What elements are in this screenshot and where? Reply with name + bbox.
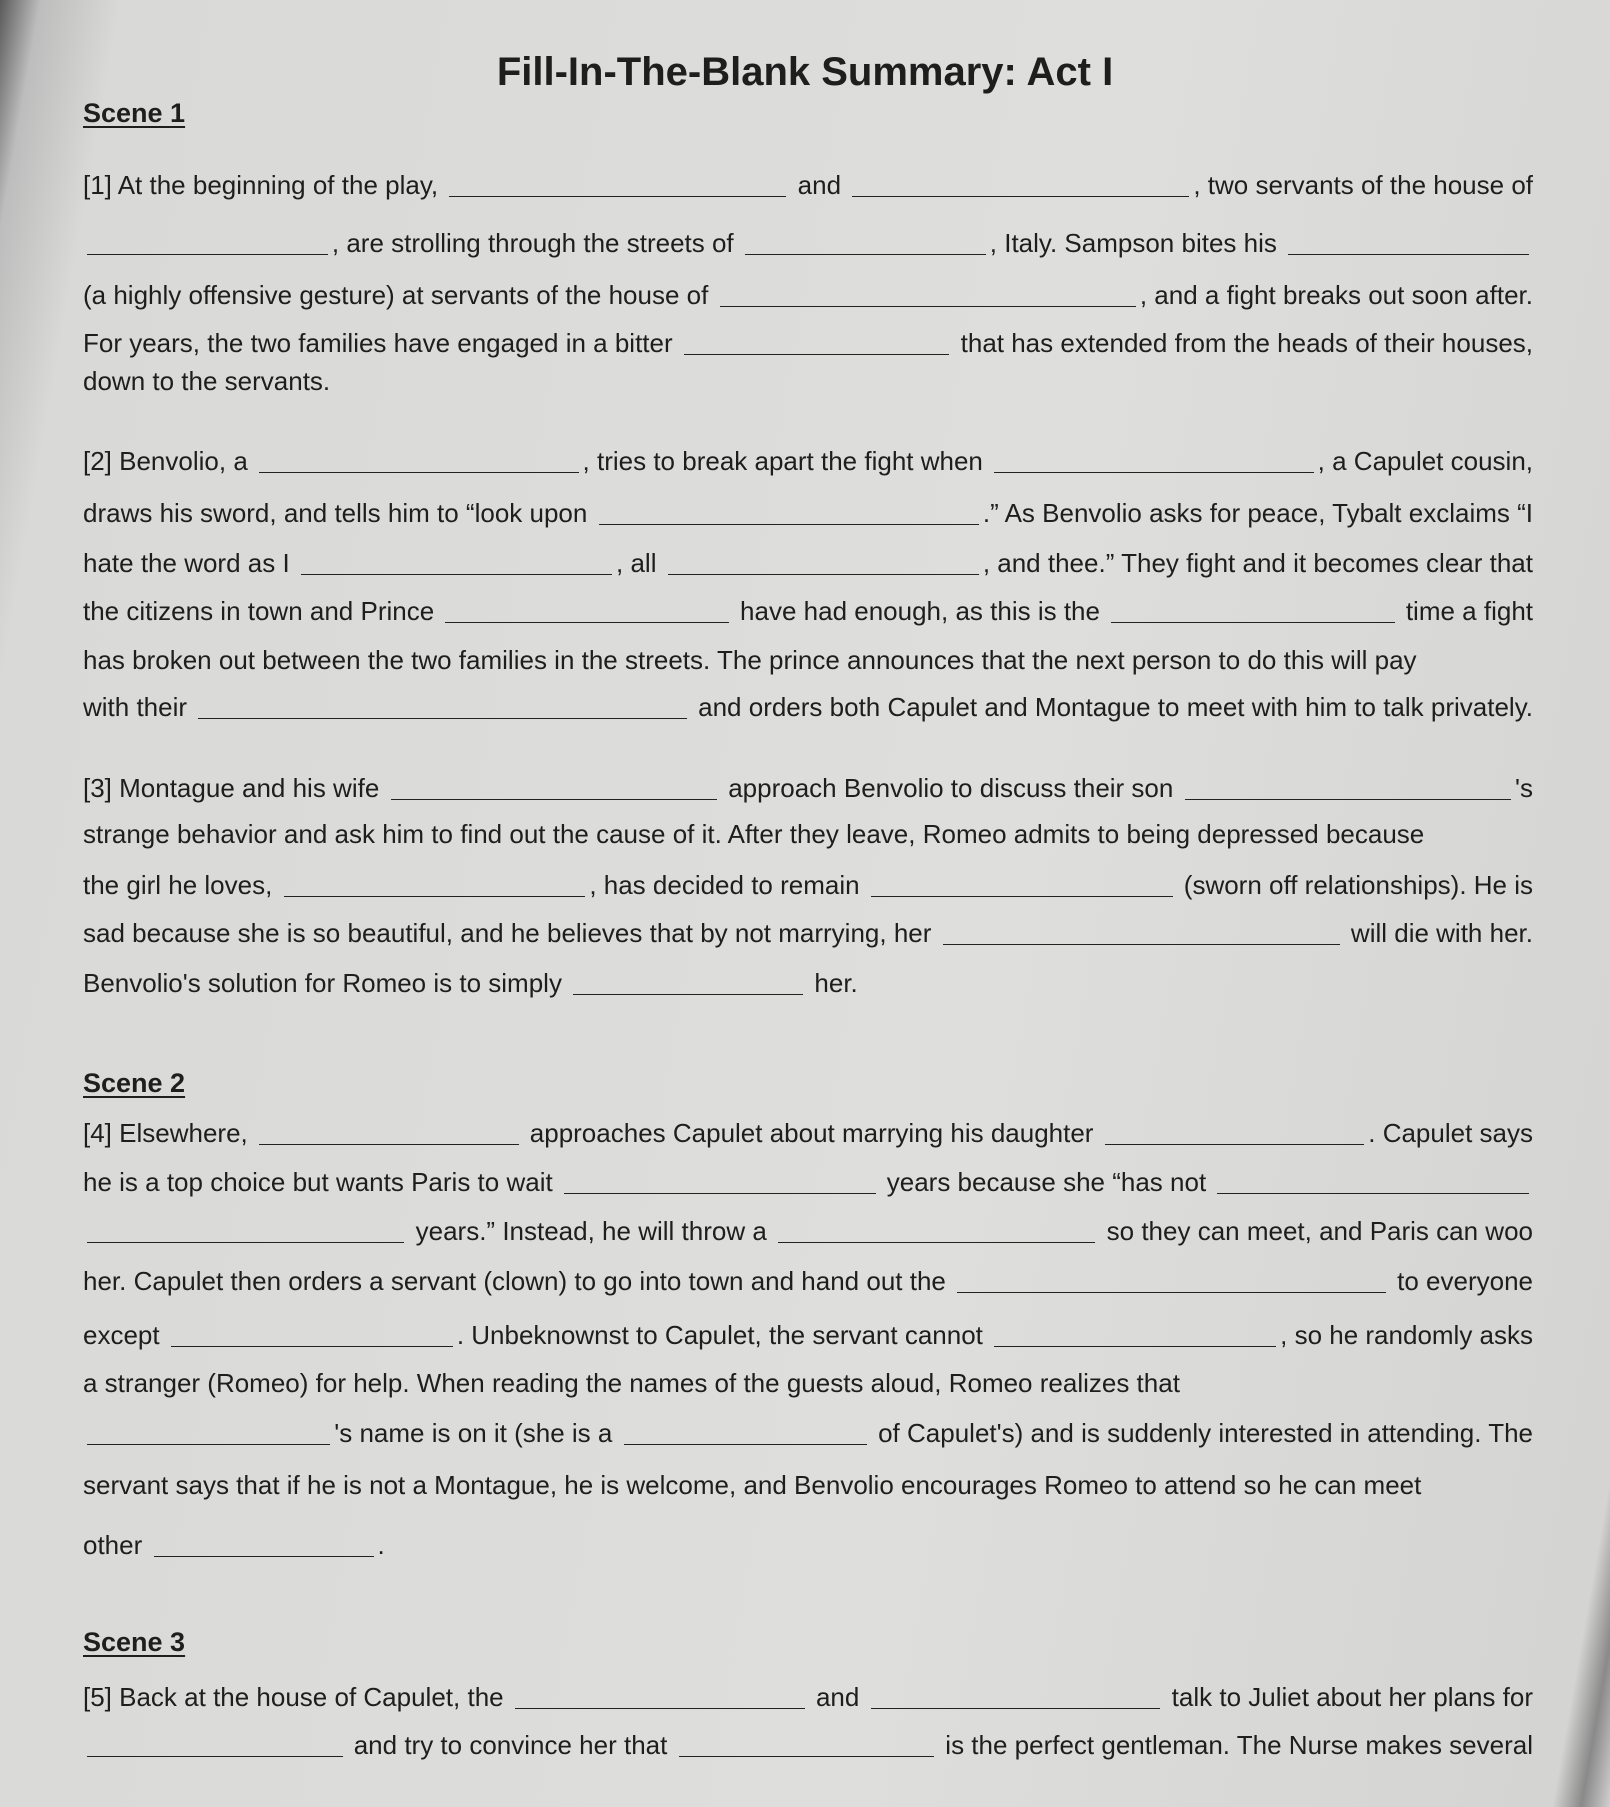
summary-line — [83, 1682, 1533, 1713]
text-segment: her. — [807, 968, 858, 998]
answer-blank[interactable] — [87, 253, 328, 255]
answer-blank[interactable] — [564, 1192, 876, 1194]
text-segment: [2] Benvolio, a — [83, 446, 255, 476]
text-segment: servant says that if he is not a Montague, he is welcome, and Benvolio encourages Romeo to attend so he can meet — [83, 1470, 1422, 1500]
text-segment: with their — [83, 692, 195, 722]
text-segment: . Capulet says — [1368, 1118, 1533, 1148]
text-segment: her. Capulet then orders a servant (clown) to go into town and hand out the — [83, 1266, 954, 1296]
text-segment: , are strolling through the streets of — [331, 228, 741, 258]
answer-blank[interactable] — [994, 471, 1314, 473]
text-segment: and orders both Capulet and Montague to meet with him to talk privately. — [690, 692, 1533, 722]
answer-blank[interactable] — [599, 523, 979, 525]
answer-blank[interactable] — [87, 1443, 330, 1445]
text-segment: , has decided to remain — [589, 870, 867, 900]
summary-line — [83, 1368, 1533, 1399]
text-segment: that has extended from the heads of their houses, — [953, 328, 1533, 358]
summary-line — [83, 170, 1533, 201]
summary-line — [83, 692, 1533, 723]
text-segment: a stranger (Romeo) for help. When reading the names of the guests aloud, Romeo realizes that — [83, 1368, 1180, 1398]
text-segment: sad because she is so beautiful, and he believes that by not marrying, her — [83, 918, 939, 948]
text-segment: is the perfect gentleman. The Nurse makes several — [938, 1730, 1533, 1760]
text-segment: (sworn off relationships). He is — [1176, 870, 1533, 900]
summary-line — [83, 1118, 1533, 1149]
answer-blank[interactable] — [745, 253, 986, 255]
text-segment: he is a top choice but wants Paris to wait — [83, 1167, 560, 1197]
text-segment: talk to Juliet about her plans for — [1164, 1682, 1533, 1712]
scene-2-heading: Scene 2 — [83, 1068, 186, 1098]
text-segment: , and thee.” They fight and it becomes clear that — [982, 548, 1533, 578]
text-segment: strange behavior and ask him to find out the cause of it. After they leave, Romeo admits to being depressed because — [83, 819, 1425, 849]
text-segment: down to the servants. — [83, 366, 331, 396]
summary-line — [83, 328, 1533, 359]
text-segment: years because she “has not — [879, 1167, 1214, 1197]
answer-blank[interactable] — [198, 717, 687, 719]
summary-line — [83, 819, 1533, 850]
text-segment: other — [83, 1530, 150, 1560]
summary-line — [83, 1530, 1533, 1561]
summary-line — [83, 366, 1533, 397]
summary-line — [83, 645, 1533, 676]
text-segment: except — [83, 1320, 167, 1350]
answer-blank[interactable] — [1217, 1192, 1529, 1194]
text-segment: so they can meet, and Paris can woo — [1099, 1216, 1533, 1246]
summary-line — [83, 446, 1533, 477]
scene-1-heading: Scene 1 — [83, 98, 186, 128]
summary-line — [83, 1418, 1533, 1449]
text-segment: , and a fight breaks out soon after. — [1139, 280, 1533, 310]
text-segment: . — [377, 1530, 385, 1560]
summary-line — [83, 1266, 1533, 1297]
text-segment: [1] At the beginning of the play, — [83, 170, 446, 200]
text-segment: , so he randomly asks — [1280, 1320, 1534, 1350]
answer-blank[interactable] — [515, 1707, 805, 1709]
answer-blank[interactable] — [573, 993, 803, 995]
text-segment: the girl he loves, — [83, 870, 280, 900]
text-segment: [4] Elsewhere, — [83, 1118, 255, 1148]
answer-blank[interactable] — [1105, 1143, 1365, 1145]
text-segment: (a highly offensive gesture) at servants of the house of — [83, 280, 716, 310]
text-segment: approaches Capulet about marrying his daughter — [522, 1118, 1101, 1148]
answer-blank[interactable] — [778, 1241, 1095, 1243]
answer-blank[interactable] — [994, 1345, 1276, 1347]
summary-line — [83, 498, 1533, 529]
summary-line — [83, 870, 1533, 901]
text-segment: and — [808, 1682, 867, 1712]
summary-line — [83, 918, 1533, 949]
scene-3-heading: Scene 3 — [83, 1627, 186, 1657]
text-segment: the citizens in town and Prince — [83, 596, 442, 626]
text-segment: of Capulet's) and is suddenly interested in attending. The — [870, 1418, 1533, 1448]
text-segment: to everyone — [1389, 1266, 1533, 1296]
answer-blank[interactable] — [87, 1755, 343, 1757]
summary-line — [83, 773, 1533, 804]
answer-blank[interactable] — [679, 1755, 935, 1757]
text-segment: , two servants of the house of — [1193, 170, 1533, 200]
answer-blank[interactable] — [284, 895, 586, 897]
text-segment: will die with her. — [1343, 918, 1533, 948]
summary-line — [83, 1320, 1533, 1351]
answer-blank[interactable] — [171, 1345, 453, 1347]
answer-blank[interactable] — [301, 573, 612, 575]
text-segment: draws his sword, and tells him to “look upon — [83, 498, 595, 528]
summary-line — [83, 1470, 1533, 1501]
text-segment: , a Capulet cousin, — [1317, 446, 1534, 476]
summary-line — [83, 548, 1533, 579]
answer-blank[interactable] — [943, 943, 1340, 945]
text-segment: have had enough, as this is the — [732, 596, 1108, 626]
text-segment: time a fight — [1398, 596, 1534, 626]
answer-blank[interactable] — [259, 1143, 519, 1145]
text-segment: years.” Instead, he will throw a — [408, 1216, 775, 1246]
text-segment: and — [790, 170, 849, 200]
text-segment: 's name is on it (she is a — [334, 1418, 620, 1448]
answer-blank[interactable] — [87, 1241, 404, 1243]
answer-blank[interactable] — [259, 471, 579, 473]
page-title: Fill-In-The-Blank Summary: Act I — [496, 50, 1114, 94]
summary-line — [83, 228, 1533, 259]
answer-blank[interactable] — [957, 1291, 1386, 1293]
text-segment: , all — [616, 548, 664, 578]
text-segment: has broken out between the two families in the streets. The prince announces that the next person to do this will pay — [83, 645, 1417, 675]
text-segment: . Unbeknownst to Capulet, the servant cannot — [456, 1320, 991, 1350]
text-segment: For years, the two families have engaged in a bitter — [83, 328, 680, 358]
answer-blank[interactable] — [871, 895, 1173, 897]
summary-line — [83, 1730, 1533, 1761]
answer-blank[interactable] — [624, 1443, 867, 1445]
summary-line — [83, 1167, 1533, 1198]
summary-line — [83, 1216, 1533, 1247]
answer-blank[interactable] — [1185, 798, 1511, 800]
text-segment: [5] Back at the house of Capulet, the — [83, 1682, 511, 1712]
answer-blank[interactable] — [1111, 621, 1394, 623]
text-segment: [3] Montague and his wife — [83, 773, 387, 803]
text-segment: hate the word as I — [83, 548, 297, 578]
answer-blank[interactable] — [391, 798, 717, 800]
text-segment: Benvolio's solution for Romeo is to simply — [83, 968, 570, 998]
text-segment: 's — [1515, 773, 1534, 803]
answer-blank[interactable] — [668, 573, 979, 575]
summary-line — [83, 968, 1533, 999]
answer-blank[interactable] — [871, 1707, 1161, 1709]
answer-blank[interactable] — [852, 195, 1189, 197]
text-segment: and try to convince her that — [346, 1730, 675, 1760]
text-segment: , Italy. Sampson bites his — [989, 228, 1285, 258]
text-segment: , tries to break apart the fight when — [582, 446, 991, 476]
summary-line — [83, 596, 1533, 627]
text-segment: approach Benvolio to discuss their son — [720, 773, 1181, 803]
answer-blank[interactable] — [449, 195, 786, 197]
answer-blank[interactable] — [1288, 253, 1529, 255]
answer-blank[interactable] — [445, 621, 728, 623]
answer-blank[interactable] — [684, 353, 950, 355]
answer-blank[interactable] — [154, 1555, 374, 1557]
answer-blank[interactable] — [720, 305, 1136, 307]
text-segment: .” As Benvolio asks for peace, Tybalt exclaims “I — [982, 498, 1533, 528]
summary-line — [83, 280, 1533, 311]
